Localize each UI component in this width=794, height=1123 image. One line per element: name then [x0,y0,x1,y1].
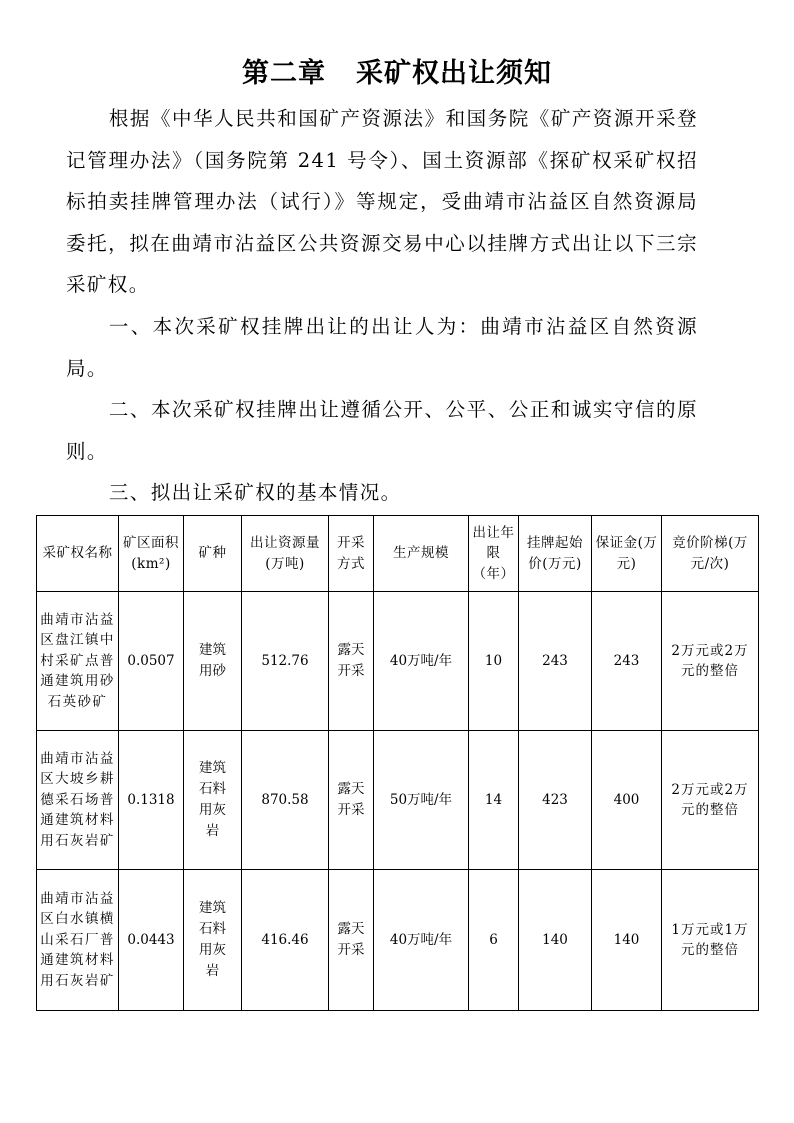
cell-deposit: 243 [592,592,662,731]
cell-start-price: 423 [519,731,592,870]
chapter-number: 第二章 [242,58,326,89]
cell-deposit: 400 [592,731,662,870]
table-row [37,592,759,731]
cell-mineral-text: 建筑石料用灰岩 [199,900,226,979]
cell-method [329,592,374,731]
page-title [0,52,794,96]
cell-name: 曲靖市沾益区大坡乡耕德采石场普通建筑材料用石灰岩矿 [37,731,119,870]
cell-increment: 2万元或2万元的整倍 [662,592,759,731]
cell-scale: 40万吨/年 [374,592,469,731]
cell-term: 6 [469,870,519,1011]
cell-mineral-text: 建筑用砂 [199,642,226,679]
item-3-paragraph: 三、拟出让采矿权的基本情况。 [108,481,402,504]
cell-increment: 2万元或2万元的整倍 [662,731,759,870]
chapter-title: 采矿权出让须知 [356,58,552,89]
header-name: 采矿权名称 [37,516,119,592]
header-method: 开采方式 [329,516,374,592]
cell-method-text: 露天开采 [337,781,365,818]
cell-start-price: 243 [519,592,592,731]
header-term: 出让年限（年） [469,516,519,592]
cell-start-price: 140 [519,870,592,1011]
cell-reserve: 512.76 [242,592,329,731]
cell-mineral [184,592,242,731]
cell-scale: 50万吨/年 [374,731,469,870]
cell-method-text: 露天开采 [337,642,365,679]
mining-rights-table [36,515,759,1011]
cell-term: 10 [469,592,519,731]
cell-name: 曲靖市沾益区白水镇横山采石厂普通建筑材料用石灰岩矿 [37,870,119,1011]
header-reserve: 出让资源量(万吨) [242,516,329,592]
cell-name: 曲靖市沾益区盘江镇中村采矿点普通建筑用砂石英砂矿 [37,592,119,731]
header-start-price: 挂牌起始价(万元) [519,516,592,592]
cell-method [329,731,374,870]
cell-area: 0.0507 [119,592,184,731]
cell-area: 0.1318 [119,731,184,870]
cell-reserve: 416.46 [242,870,329,1011]
cell-mineral [184,870,242,1011]
cell-scale: 40万吨/年 [374,870,469,1011]
item-1-paragraph: 一、本次采矿权挂牌出让的出让人为：曲靖市沾益区自然资源局。 [66,315,698,380]
cell-method-text: 露天开采 [337,921,365,958]
header-scale: 生产规模 [374,516,469,592]
cell-area: 0.0443 [119,870,184,1011]
header-deposit: 保证金(万元) [592,516,662,592]
cell-mineral-text: 建筑石料用灰岩 [199,760,226,839]
cell-term: 14 [469,731,519,870]
table-header-row [37,516,759,592]
header-mineral: 矿种 [184,516,242,592]
cell-deposit: 140 [592,870,662,1011]
item-2-paragraph: 二、本次采矿权挂牌出让遵循公开、公平、公正和诚实守信的原则。 [66,398,698,463]
cell-method [329,870,374,1011]
table-row [37,731,759,870]
cell-mineral [184,731,242,870]
table-row [37,870,759,1011]
intro-paragraph: 根据《中华人民共和国矿产资源法》和国务院《矿产资源开采登记管理办法》（国务院第 241 号令）、国土资源部《探矿权采矿权招标拍卖挂牌管理办法（试行）》等规定，受曲靖市沾益区自然资源局委托，拟在曲靖市沾益区公共资源交易中心以挂牌方式出让以下三宗采矿权。 [66,107,698,296]
cell-reserve: 870.58 [242,731,329,870]
header-increment: 竞价阶梯(万元/次) [662,516,759,592]
cell-increment: 1万元或1万元的整倍 [662,870,759,1011]
header-area: 矿区面积(km²) [119,516,184,592]
